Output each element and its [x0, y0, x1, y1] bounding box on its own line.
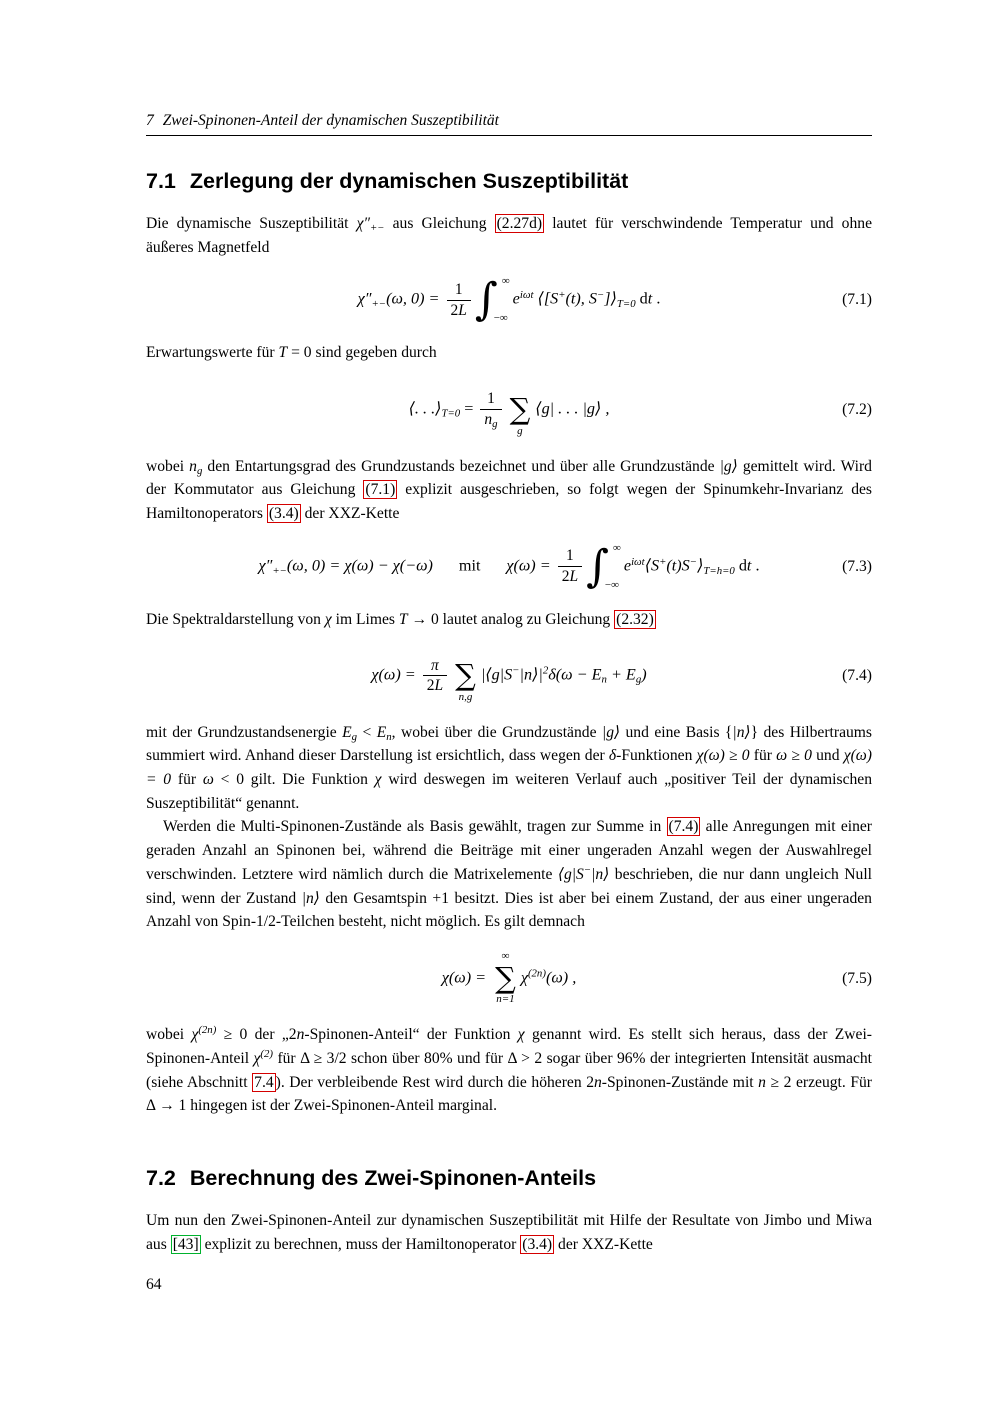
math-run: t [647, 290, 653, 309]
math-run: L [569, 568, 579, 586]
subscript: +− [272, 564, 287, 577]
sum-operator [455, 648, 476, 703]
equation-body [409, 382, 610, 437]
text-run: → 0 lautet analog zu Gleichung [407, 610, 615, 628]
text-run: den Entartungsgrad des Grundzustands bezeichnet und über alle Grundzustände [202, 457, 720, 475]
page-number: 64 [146, 1276, 162, 1293]
math-run: |n⟩| [519, 665, 543, 684]
equation-body [258, 540, 760, 592]
sum-icon: ∑ [455, 658, 476, 693]
running-header-chapter-number: 7 [146, 112, 154, 129]
section-number: 7.2 [146, 1166, 176, 1191]
equation-number: (7.2) [842, 400, 872, 418]
math-run: ⟨. . .⟩ [408, 399, 442, 418]
text-run: 2 [450, 301, 459, 319]
section-title: Berechnung des Zwei-Spinonen-Anteils [189, 1166, 597, 1191]
math-run: n [484, 411, 493, 429]
integral-limits [493, 275, 510, 325]
math-run: (t), S [565, 290, 597, 309]
math-run: δ(ω − E [548, 665, 602, 684]
math-run: n [758, 1073, 766, 1091]
math-run: ω ≥ 0 [776, 747, 812, 765]
paragraph-multi-spinon [146, 815, 872, 933]
reference-link[interactable]: (7.1) [365, 481, 396, 499]
math-run: |n⟩ [591, 865, 610, 883]
paragraph-expectation [146, 341, 872, 365]
paragraph-degeneracy [146, 455, 872, 526]
sum-icon: ∑ [509, 392, 531, 427]
text-run: den Gesamtspin +1 besitzt. Dies ist aber bei einem Zustand, der aus einer ungeraden Anzahl von Spin-1/2-Teilchen besteht, nicht möglich. Es gilt demnach [146, 889, 872, 931]
text-run: wird deswegen im weiteren Verlauf auch „positiver Teil der dynamischen Suszeptibilität“ genannt. [146, 771, 873, 812]
text-run: Werden die Multi-Spinonen-Zustände als Basis gewählt, tragen zur Summe in [163, 818, 667, 836]
section-number: 7.1 [146, 169, 176, 193]
sum-lower-limit: n=1 [496, 993, 515, 1006]
section-title: Zerlegung der dynamischen Suszeptibilität [189, 169, 629, 193]
superscript: − [512, 664, 520, 677]
text-run: alle Anregungen mit einer geraden Anzahl an Spinonen bei, während die Beiträge mit einer ungeraden Anzahl wegen der Auswahlregel verschwinden. Letztere wird nämlich durch die Matrixelemente [146, 818, 872, 883]
math-run: π [431, 656, 439, 674]
sum-operator [495, 951, 516, 1006]
text-run: ≥ 2 erzeugt. Für Δ → 1 hingegen ist der Zwei-Spinonen-Anteil marginal. [146, 1073, 873, 1115]
paragraph-intro [146, 212, 872, 259]
text-run: . [652, 290, 661, 309]
text-run: , wobei über die Grundzustände [391, 723, 602, 741]
math-run: ⟨S [644, 556, 660, 575]
math-run: χ [517, 1026, 525, 1044]
reference-link[interactable]: (3.4) [522, 1235, 553, 1253]
math-run: (t)S [666, 556, 690, 575]
superscript: − [583, 863, 592, 876]
text-run: für Δ ≥ 3/2 schon über 80% und für Δ > 2 sogar über 96% der integrierten Intensität ausmacht (siehe Abschnitt [146, 1050, 873, 1091]
text-run: der XXZ-Kette [300, 504, 400, 522]
math-run: n [296, 1026, 305, 1044]
reference-link[interactable]: (2.27d) [496, 215, 543, 232]
math-run: χ [253, 1050, 261, 1067]
math-run: χ [191, 1026, 199, 1044]
math-run: χ″ [357, 290, 372, 309]
subscript: +− [369, 222, 385, 235]
text-run: ≥ 0 der „2 [216, 1026, 297, 1044]
subscript: g [196, 464, 203, 477]
equation-7-5 [146, 951, 872, 1006]
math-run: T [398, 610, 408, 628]
text-run: im Limes [331, 610, 399, 628]
text-run: gemittelt wird. Wird der Kommutator aus Gleichung [146, 457, 872, 499]
subscript: g [492, 418, 498, 431]
math-run: ⟨g| . . . |g⟩ , [535, 399, 610, 418]
math-run: χ(ω) = [506, 556, 555, 575]
running-header [146, 112, 872, 136]
math-run: χ(ω) = [371, 665, 420, 684]
subscript: g [635, 673, 642, 686]
math-run: χ(ω) ≥ 0 [696, 747, 750, 765]
fraction [447, 281, 471, 320]
text-run: 2 [561, 568, 570, 586]
math-run: (ω, 0) = χ(ω) − χ(−ω) [286, 556, 433, 575]
fraction [480, 390, 501, 429]
math-run: ]⟩ [604, 290, 617, 309]
sum-icon: ∑ [495, 960, 516, 995]
math-run: E [342, 723, 352, 741]
integral-limits [604, 541, 621, 591]
text-run: beschrieben, die nur dann ungleich Null sind, wenn der Zustand [146, 865, 872, 907]
text-run: -Spinonen-Zustände mit [601, 1073, 759, 1091]
equation-7-1 [146, 276, 872, 324]
superscript: 2 [542, 664, 549, 677]
text-run: genannt wird. Es stellt sich heraus, dass der Zwei-Spinonen-Anteil [146, 1026, 872, 1067]
text-run: 1 [566, 547, 574, 565]
text-run: . [751, 556, 760, 575]
math-run: e [623, 556, 632, 575]
sum-lower-limit: n,g [458, 690, 473, 703]
math-run: χ [520, 968, 528, 987]
text-run: -Spinonen-Anteil“ der Funktion [304, 1026, 518, 1044]
integral-operator [475, 276, 510, 324]
text-run: = [460, 399, 478, 418]
text-run: für [749, 747, 777, 765]
math-run: L [458, 301, 467, 319]
text-run: 1 [454, 281, 463, 299]
text-run: mit [458, 556, 481, 575]
text-run: Erwartungswerte für [146, 344, 279, 362]
math-run: |n⟩ [732, 723, 751, 741]
superscript: (2n) [527, 967, 546, 980]
text-run: } des Hilbertraums summiert wird. Anhand dieser Darstellung ist ersichtlich, dass wegen der [146, 723, 872, 765]
math-run: χ″ [258, 556, 273, 575]
fraction-denominator [447, 301, 471, 320]
section-heading-7-1 [146, 169, 872, 194]
text-run: mit der Grundzustandsenergie [146, 723, 343, 741]
fraction-numerator [447, 281, 471, 301]
text-run: Die dynamische Suszeptibilität [146, 215, 357, 232]
paragraph-spectral [146, 608, 872, 632]
math-run: χ [324, 610, 332, 628]
fraction-denominator [558, 567, 582, 586]
subscript: T=0 [441, 407, 461, 420]
superscript: + [659, 555, 667, 568]
integral-lower-limit: −∞ [604, 578, 619, 591]
equation-number: (7.3) [842, 557, 872, 575]
math-run: (ω, 0) = [386, 290, 444, 309]
equation-7-2 [146, 382, 872, 437]
math-run: χ [374, 771, 382, 789]
text-run: = 0 sind gegeben durch [287, 344, 437, 362]
text-run: und [811, 747, 844, 765]
paragraph-ground-state [146, 721, 872, 816]
text-run: ). Der verbleibende Rest wird durch die höheren 2 [275, 1073, 594, 1091]
math-run: t [746, 556, 752, 575]
reference-link[interactable]: 7.4 [254, 1073, 274, 1091]
text-run: < 0 gilt. Die Funktion [213, 771, 375, 789]
equation-number: (7.5) [842, 969, 872, 987]
math-run: |⟨g|S [480, 665, 513, 684]
integral-icon: ∫ [586, 540, 610, 592]
equation-body [442, 951, 577, 1006]
fraction-denominator [423, 676, 447, 695]
subscript: n [386, 730, 392, 743]
text-run: explizit zu berechnen, muss der Hamiltonoperator [200, 1235, 521, 1253]
math-run: ⟨g|S [557, 865, 584, 883]
text-run: -Funktionen [616, 747, 697, 765]
fraction [558, 547, 582, 586]
integral-upper-limit: ∞ [613, 541, 621, 554]
subscript: +− [371, 298, 387, 311]
fraction-denominator [480, 410, 501, 429]
equation-7-3 [146, 540, 872, 592]
subscript: T=h=0 [703, 564, 735, 577]
math-run: L [434, 677, 444, 695]
math-run: + E [606, 665, 636, 684]
math-run: T [278, 344, 288, 362]
equation-number: (7.1) [842, 291, 872, 309]
math-run: |n⟩ [301, 889, 320, 907]
math-run: δ [608, 747, 617, 765]
text-run: lautet für verschwindende Temperatur und ohne äußeres Magnetfeld [146, 215, 872, 256]
reference-link[interactable]: (2.32) [616, 610, 654, 628]
math-run: |g⟩ [601, 723, 621, 741]
integral-lower-limit: −∞ [493, 312, 508, 325]
sum-operator [510, 382, 531, 437]
subscript: T=0 [616, 298, 636, 311]
superscript: − [597, 289, 605, 302]
text-run: d [734, 556, 747, 575]
text-run: aus Gleichung [384, 215, 495, 232]
text-run: Um nun den Zwei-Spinonen-Anteil zur dynamischen Suszeptibilität mit Hilfe der Resultate von Jimbo und Miwa aus [146, 1212, 872, 1253]
math-run: χ(ω) = 0 [146, 747, 872, 789]
equation-number: (7.4) [842, 666, 872, 684]
math-run: e [512, 290, 520, 309]
superscript: + [558, 289, 566, 302]
math-run: n [189, 457, 197, 475]
paragraph-two-spinon-share [146, 1023, 872, 1118]
citation-link[interactable]: [43] [172, 1235, 199, 1253]
integral-icon: ∫ [474, 274, 498, 326]
fraction-numerator [558, 547, 582, 567]
section-heading-7-2 [146, 1166, 872, 1191]
superscript: − [689, 555, 698, 568]
superscript: (2n) [198, 1024, 217, 1037]
superscript: iωt [519, 289, 534, 302]
math-run: E [376, 723, 387, 741]
superscript: iωt [631, 555, 645, 568]
text-run: und eine Basis { [620, 723, 733, 741]
text-run: wobei [146, 457, 190, 475]
fraction [423, 657, 447, 696]
text-run: wobei [146, 1026, 192, 1044]
math-run: ⟩ [697, 556, 704, 575]
sum-upper-limit: ∞ [501, 949, 510, 962]
text-run: d [635, 290, 648, 309]
math-run: χ″ [356, 215, 370, 232]
integral-upper-limit: ∞ [501, 275, 510, 288]
subscript: n [601, 673, 607, 686]
equation-7-4 [146, 648, 872, 703]
math-run: |g⟩ [719, 457, 738, 475]
paragraph-computation-intro [146, 1209, 872, 1256]
text-column [146, 0, 872, 1256]
superscript: (2) [260, 1048, 273, 1061]
equation-body [358, 276, 661, 324]
text-run: der XXZ-Kette [554, 1235, 653, 1253]
reference-link[interactable]: (3.4) [268, 504, 299, 522]
math-run: ω [202, 771, 214, 789]
text-run: für [171, 771, 203, 789]
running-header-title: Zwei-Spinonen-Anteil der dynamischen Suszeptibilität [162, 112, 499, 129]
text-run: 1 [487, 390, 495, 408]
text-run: explizit ausgeschrieben, so folgt wegen der Spinumkehr-Invarianz des Hamiltonoperators [146, 481, 872, 522]
integral-operator [586, 540, 621, 592]
equation-body [371, 648, 646, 703]
math-run: (ω) , [545, 968, 577, 987]
math-run: ⟨[S [533, 290, 559, 309]
text-run: Die Spektraldarstellung von [146, 610, 325, 628]
text-run: < [357, 723, 377, 741]
subscript: g [351, 730, 358, 743]
math-run: ) [641, 665, 647, 684]
fraction-numerator [480, 390, 501, 410]
sum-lower-limit: g [517, 424, 523, 437]
fraction-numerator [423, 657, 447, 677]
reference-link[interactable]: (7.4) [668, 818, 699, 836]
math-run: χ(ω) = [441, 968, 491, 987]
math-run: n [594, 1073, 602, 1091]
text-run: 2 [426, 677, 435, 695]
